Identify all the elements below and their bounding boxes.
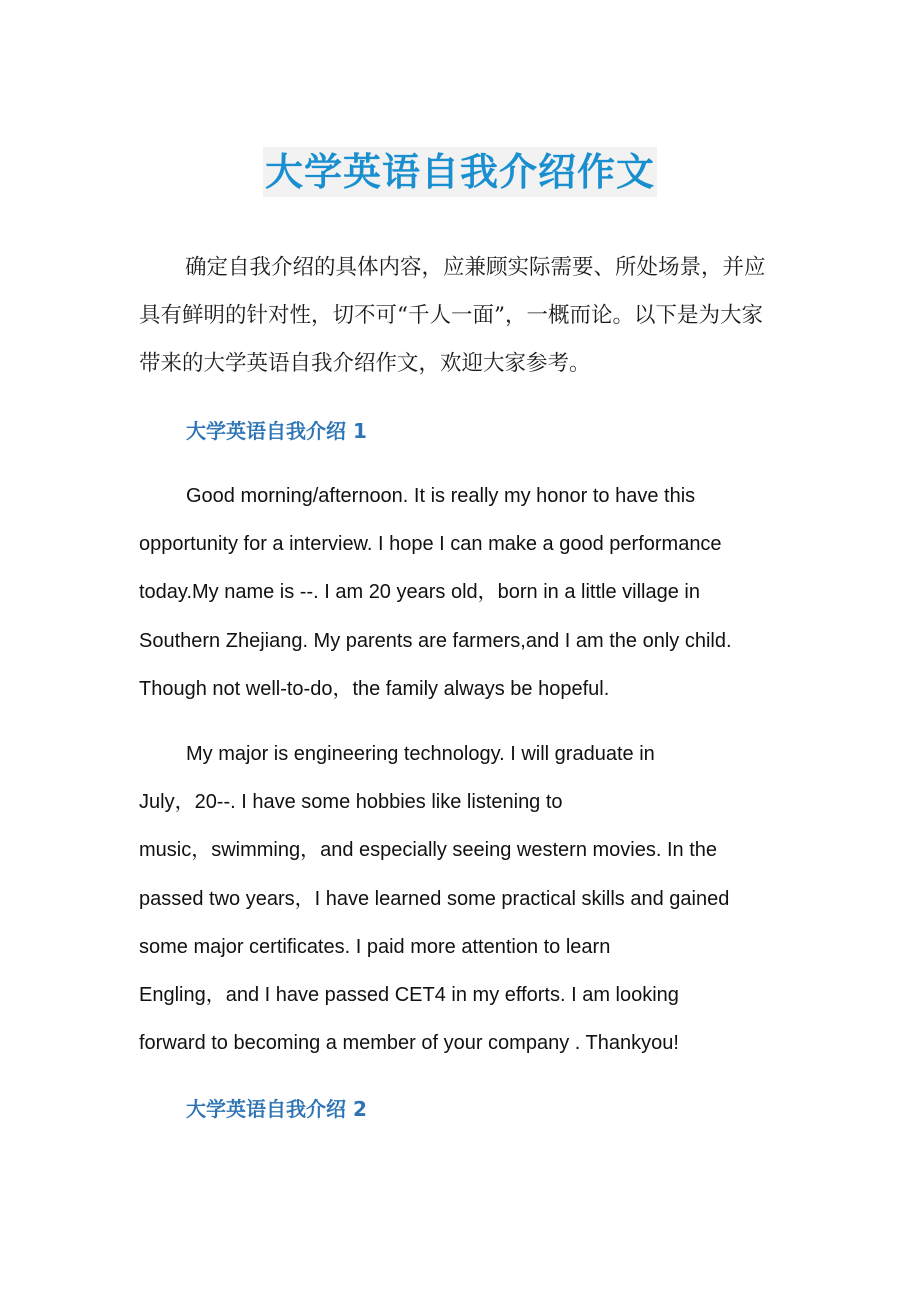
- section-1-paragraph-1: [139, 472, 779, 713]
- paragraph-line: music，swimming，and especially seeing western movies. In the: [139, 839, 718, 862]
- paragraph-line: Good morning/afternoon. It is really my honor to have this: [186, 485, 696, 507]
- paragraph-line: July，20--. I have some hobbies like listening to: [139, 791, 563, 814]
- paragraph-line: Engling，and I have passed CET4 in my efforts. I am looking: [139, 984, 679, 1007]
- title-container: [0, 122, 920, 223]
- paragraph-line: opportunity for a interview. I hope I can make a good performance: [139, 533, 722, 556]
- paragraph-line: today.My name is --. I am 20 years old，born in a little village in: [139, 581, 700, 604]
- paragraph-line: Southern Zhejiang. My parents are farmers,and I am the only child.: [139, 629, 732, 652]
- paragraph-line: passed two years，I have learned some practical skills and gained: [139, 887, 730, 910]
- intro-paragraph: 确定自我介绍的具体内容，应兼顾实际需要、所处场景，并应具有鲜明的针对性，切不可“千人一面”，一概而论。以下是为大家带来的大学英语自我介绍作文，欢迎大家参考。: [139, 255, 766, 376]
- section-heading-2: 大学英语自我介绍 2: [186, 1097, 367, 1121]
- section-heading-1: 大学英语自我介绍 1: [186, 419, 367, 443]
- paragraph-line: forward to becoming a member of your company . Thankyou!: [139, 1032, 679, 1055]
- paragraph-line: Though not well-to-do，the family always be hopeful.: [139, 677, 610, 700]
- paragraph-line: some major certificates. I paid more attention to learn: [139, 935, 611, 958]
- section-1-paragraph-2: [139, 730, 779, 1067]
- paragraph-line: My major is engineering technology. I will graduate in: [186, 743, 655, 765]
- document-title: 大学英语自我介绍作文: [263, 147, 657, 197]
